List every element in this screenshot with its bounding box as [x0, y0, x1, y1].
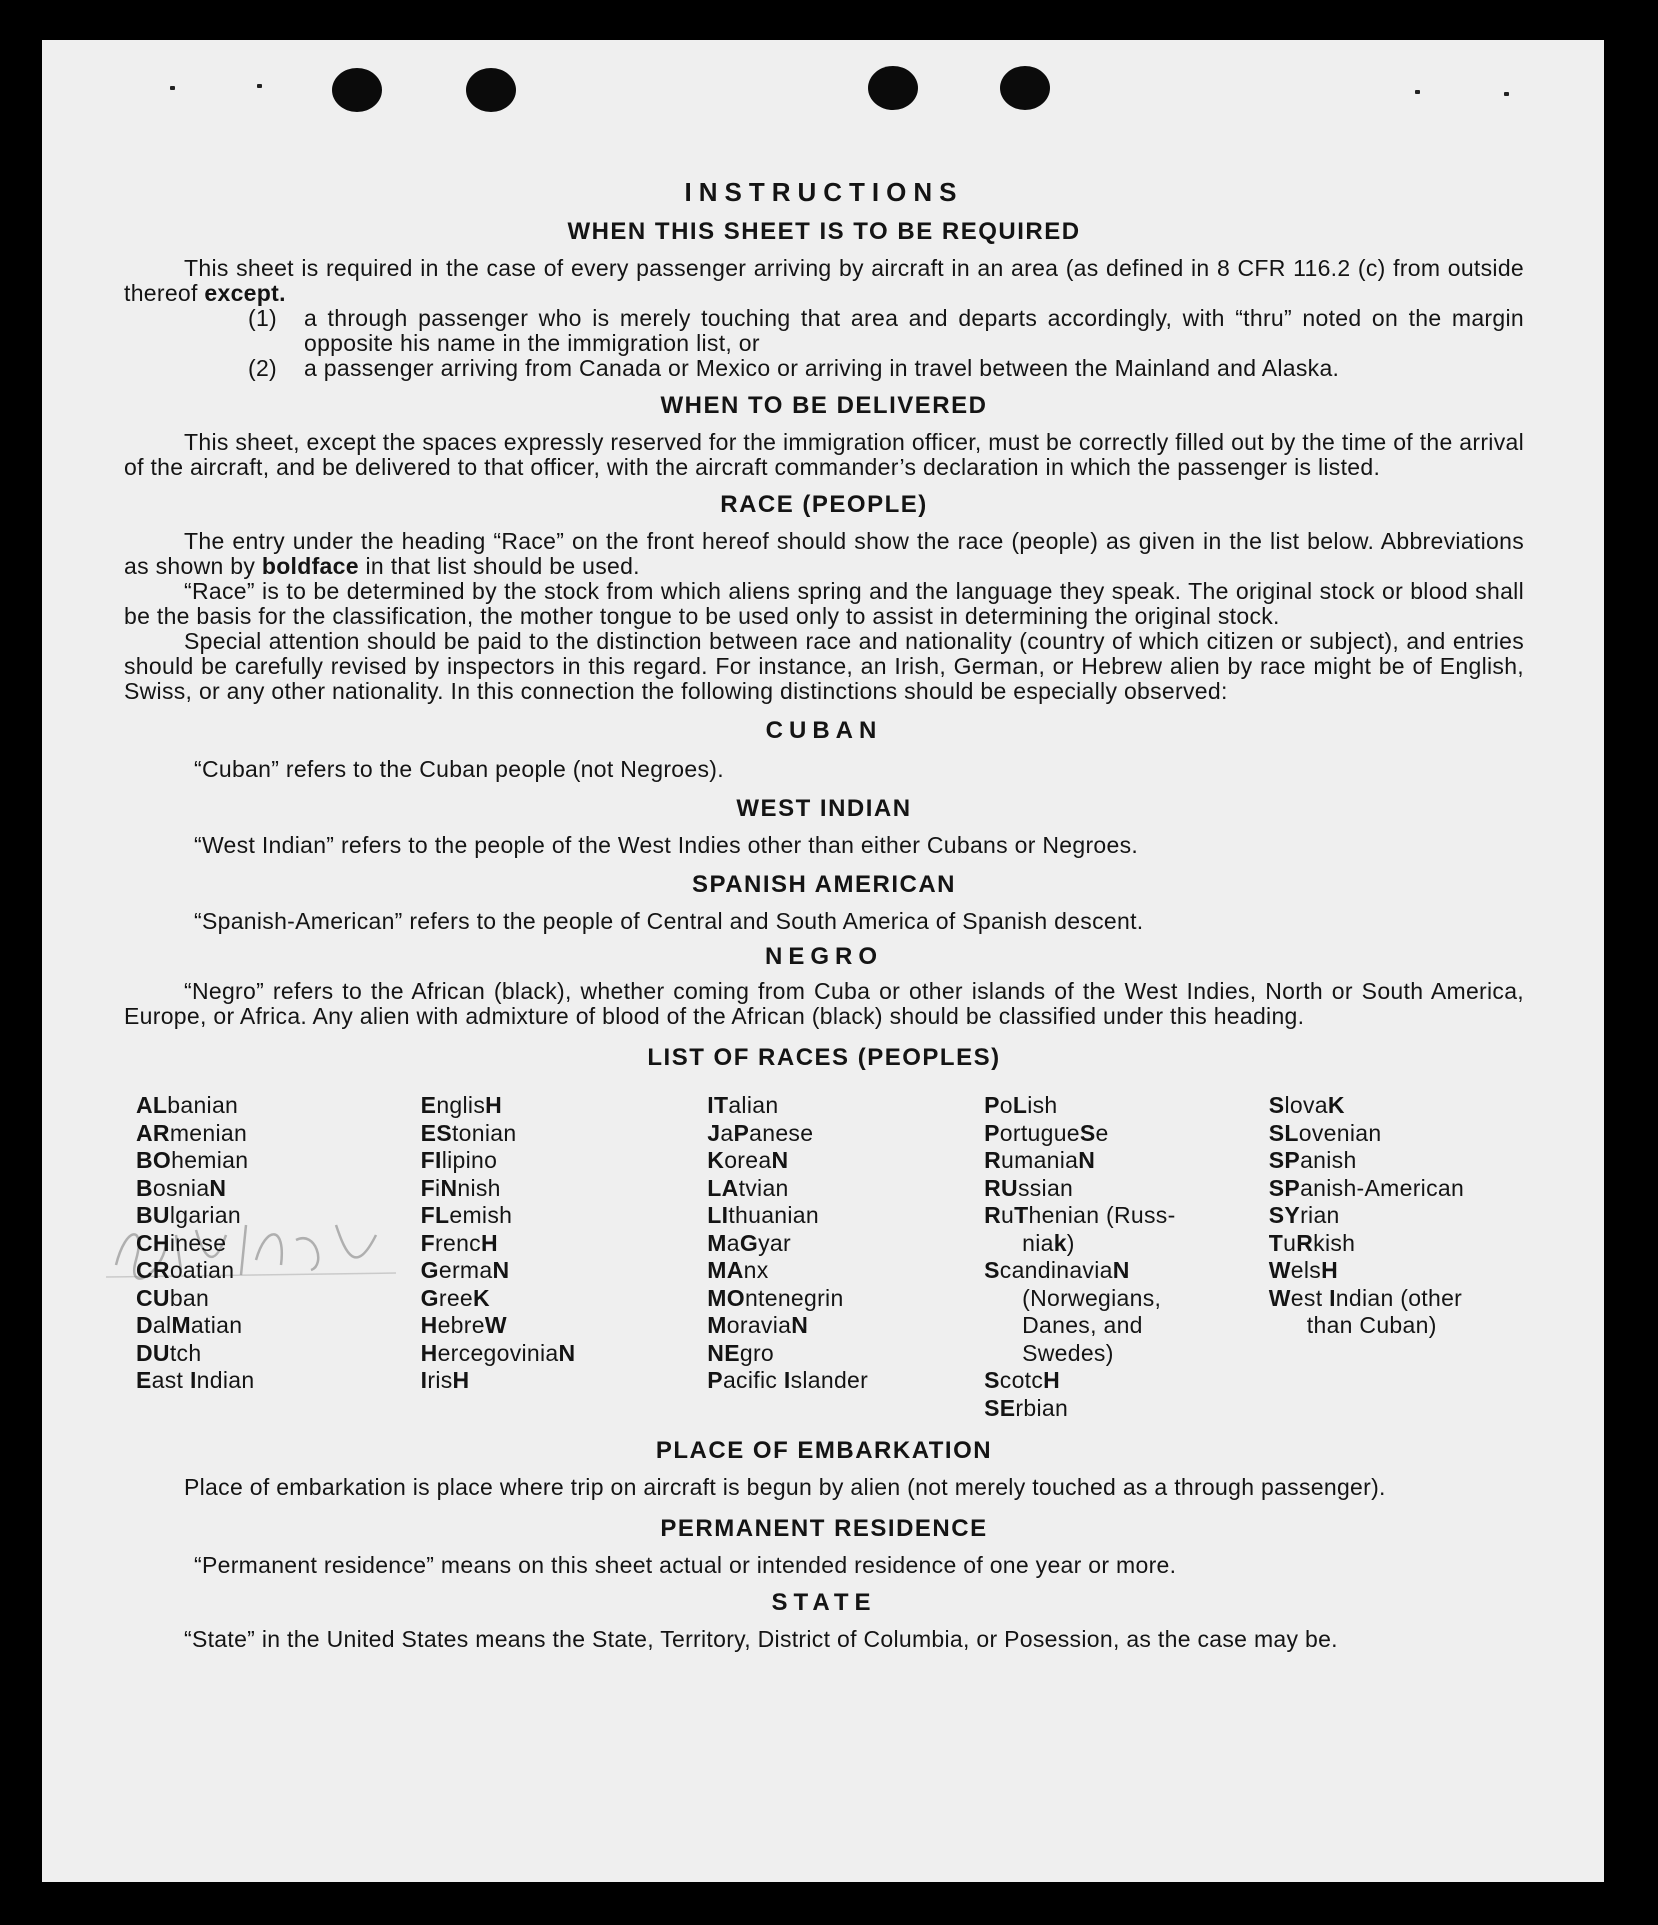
- race-text: kish: [1313, 1229, 1356, 1256]
- race-text: tch: [169, 1339, 202, 1366]
- cuban-paragraph: “Cuban” refers to the Cuban people (not Negroes).: [194, 756, 724, 782]
- delivered-paragraph: This sheet, except the spaces expressly reserved for the immigration officer, must be correctly filled out by the time of the arrival of the aircraft, and be delivered to that officer, with the aircraft commander’s declaration in which the passenger is listed.: [124, 429, 1524, 480]
- race-text: i: [435, 1174, 441, 1201]
- race-text: al: [152, 1312, 172, 1338]
- race-abbrev: I: [420, 1367, 428, 1393]
- race-entry: [136, 1257, 421, 1285]
- race-entry: [984, 1120, 1269, 1148]
- race-abbrev: LA: [707, 1174, 739, 1201]
- punch-hole: [1000, 66, 1050, 110]
- race-abbrev: LI: [707, 1202, 729, 1228]
- race-text: a: [720, 1119, 734, 1146]
- race-entry: [984, 1147, 1269, 1175]
- race-abbrev: S: [1268, 1092, 1285, 1118]
- race-abbrev: S: [1079, 1119, 1096, 1146]
- races-column-5: [1269, 1092, 1524, 1422]
- spanish-american-paragraph: “Spanish-American” refers to the people of Central and South America of Spanish descent.: [194, 908, 1144, 934]
- race-entry: [421, 1202, 708, 1230]
- race-text: slander: [790, 1367, 869, 1393]
- race-abbrev: D: [136, 1312, 153, 1338]
- race-abbrev: NE: [707, 1339, 740, 1366]
- race-abbrev: P: [733, 1119, 750, 1146]
- race-text: ebre: [437, 1312, 485, 1338]
- race-text: ree: [438, 1284, 474, 1311]
- race-abbrev: ES: [420, 1119, 452, 1146]
- speck: [1504, 92, 1509, 96]
- race-entry: [136, 1230, 421, 1258]
- race-entry: [421, 1147, 708, 1175]
- section-title-cuban: CUBAN: [765, 717, 883, 744]
- race-abbrev: W: [1268, 1284, 1291, 1311]
- race-text: a: [726, 1229, 740, 1256]
- race-abbrev: SY: [1268, 1202, 1301, 1228]
- races-column-3: [707, 1092, 984, 1422]
- race-text: emish: [449, 1202, 513, 1228]
- race-entry: [421, 1120, 708, 1148]
- race-text: u: [1001, 1202, 1015, 1228]
- race-entry: [1269, 1092, 1524, 1120]
- race-text: atian: [190, 1312, 243, 1338]
- race-text: Danes, and: [1022, 1312, 1143, 1338]
- race-entry: [421, 1175, 708, 1203]
- race-text: oatian: [169, 1257, 235, 1283]
- west-indian-paragraph: “West Indian” refers to the people of the West Indies other than either Cubans or Negroes.: [194, 832, 1139, 858]
- race-abbrev: K: [473, 1284, 490, 1311]
- race-abbrev: H: [480, 1229, 498, 1256]
- page-title: INSTRUCTIONS: [684, 177, 964, 207]
- race-text: ovenian: [1298, 1119, 1382, 1146]
- punch-hole: [332, 68, 382, 112]
- race-text: The entry under the heading “Race” on the front hereof should show the race (people) as given in the list below. Abbreviations as shown by: [124, 528, 1524, 579]
- race-text: lipino: [441, 1147, 498, 1173]
- race-text: ris: [427, 1367, 453, 1393]
- race-entry: [707, 1092, 984, 1120]
- race-text: hemian: [171, 1147, 249, 1173]
- race-abbrev: K: [1327, 1092, 1345, 1118]
- race-entry: [984, 1395, 1269, 1423]
- race-abbrev: RU: [984, 1174, 1018, 1201]
- race-abbrev: H: [452, 1367, 470, 1393]
- race-abbrev: G: [420, 1257, 439, 1283]
- race-abbrev: N: [771, 1147, 789, 1173]
- required-except: except.: [204, 280, 286, 306]
- race-abbrev: J: [707, 1119, 721, 1146]
- races-column-1: [136, 1092, 421, 1422]
- race-entry: [984, 1092, 1269, 1120]
- race-text: ndian (other: [1335, 1284, 1463, 1311]
- race-abbrev: H: [485, 1092, 503, 1118]
- race-abbrev: CU: [136, 1284, 170, 1311]
- section-title-required: WHEN THIS SHEET IS TO BE REQUIRED: [567, 218, 1081, 245]
- race-paragraph-3: Special attention should be paid to the distinction between race and nationality (country of which citizen or subject), and entries should be carefully revised by inspectors in this regard. For instance, an Irish, German, or Hebrew alien by race might be of English, Swiss, or any other nationality. In this connection the following distinctions should be especially observed:: [124, 628, 1524, 704]
- race-entry: [136, 1147, 421, 1175]
- race-text: osnia: [152, 1174, 210, 1201]
- speck: [257, 84, 262, 88]
- races-list: [124, 1092, 1524, 1422]
- race-text: nish: [457, 1174, 501, 1201]
- race-abbrev: SE: [984, 1394, 1016, 1421]
- race-text: ): [1066, 1229, 1075, 1256]
- race-entry: [984, 1340, 1269, 1368]
- section-title-west-indian: WEST INDIAN: [736, 795, 912, 822]
- race-text: est: [1290, 1284, 1330, 1311]
- race-text: tvian: [738, 1174, 789, 1201]
- race-text: ortugue: [999, 1119, 1080, 1146]
- race-text: o: [999, 1092, 1013, 1118]
- race-abbrev: F: [420, 1229, 436, 1256]
- race-abbrev: BU: [136, 1202, 170, 1228]
- race-abbrev: T: [1014, 1202, 1029, 1228]
- race-text: (Norwegians,: [1022, 1284, 1162, 1311]
- race-text: rian: [1300, 1202, 1340, 1228]
- race-text: menian: [169, 1119, 248, 1146]
- race-abbrev: FI: [420, 1147, 442, 1173]
- race-text: nglis: [436, 1092, 486, 1118]
- negro-paragraph: “Negro” refers to the African (black), whether coming from Cuba or other islands of the West Indies, North or South America, Europe, or Africa. Any alien with admixture of blood of the African (black) should be classified under this heading.: [124, 978, 1524, 1029]
- race-abbrev: F: [420, 1174, 436, 1201]
- race-entry: [984, 1312, 1269, 1340]
- race-text: u: [1283, 1229, 1297, 1256]
- section-title-race: RACE (PEOPLE): [720, 491, 928, 518]
- race-entry: [136, 1312, 421, 1340]
- race-text: ndian: [196, 1367, 255, 1393]
- race-abbrev: G: [739, 1229, 759, 1256]
- race-text: e: [1095, 1119, 1109, 1146]
- state-paragraph: “State” in the United States means the State, Territory, District of Columbia, or Posession, as the case may be.: [184, 1626, 1338, 1652]
- race-abbrev: SP: [1268, 1174, 1301, 1201]
- race-entry: [707, 1230, 984, 1258]
- instruction-sheet: [42, 40, 1604, 1882]
- race-entry: [136, 1202, 421, 1230]
- race-abbrev: H: [1321, 1257, 1339, 1283]
- race-abbrev: R: [1296, 1229, 1314, 1256]
- race-text: tonian: [451, 1119, 517, 1146]
- race-entry: [421, 1340, 708, 1368]
- race-abbrev: AL: [136, 1092, 168, 1118]
- required-item-1: [124, 306, 1524, 356]
- speck: [170, 86, 175, 90]
- race-text: nia: [1022, 1229, 1054, 1256]
- race-abbrev: IT: [707, 1092, 729, 1118]
- race-abbrev: DU: [136, 1339, 170, 1366]
- race-abbrev: M: [171, 1312, 191, 1338]
- race-text: orea: [724, 1147, 772, 1173]
- races-column-2: [421, 1092, 708, 1422]
- race-abbrev: N: [440, 1174, 458, 1201]
- race-entry: [984, 1285, 1269, 1313]
- race-entry: [1269, 1257, 1524, 1285]
- race-abbrev: N: [492, 1257, 510, 1283]
- section-title-list-of-races: LIST OF RACES (PEOPLES): [647, 1044, 1001, 1071]
- race-abbrev: CH: [136, 1229, 170, 1256]
- race-abbrev: S: [984, 1367, 1000, 1393]
- race-abbrev: I: [1329, 1284, 1336, 1311]
- race-entry: [421, 1230, 708, 1258]
- required-item-2: [124, 356, 1524, 381]
- race-abbrev: W: [484, 1312, 507, 1338]
- race-text: acific: [722, 1367, 784, 1393]
- race-abbrev: R: [984, 1147, 1002, 1173]
- race-entry: [1269, 1120, 1524, 1148]
- race-text: thuanian: [728, 1202, 819, 1228]
- race-abbrev: M: [707, 1312, 727, 1338]
- race-text: ish: [1027, 1092, 1058, 1118]
- race-abbrev: SL: [1268, 1119, 1299, 1146]
- race-text: in that list should be used.: [358, 553, 640, 579]
- race-text: renc: [435, 1229, 481, 1256]
- race-text: gro: [739, 1339, 775, 1366]
- section-title-state: STATE: [771, 1589, 877, 1616]
- race-entry: [1269, 1202, 1524, 1230]
- race-entry: [707, 1312, 984, 1340]
- race-text: oravia: [726, 1312, 792, 1338]
- speck: [1415, 90, 1420, 94]
- race-abbrev: P: [707, 1367, 723, 1393]
- race-entry: [1269, 1175, 1524, 1203]
- race-abbrev: H: [420, 1312, 438, 1338]
- race-text: banian: [167, 1092, 239, 1118]
- race-abbrev: CR: [136, 1257, 170, 1283]
- race-text: lova: [1284, 1092, 1328, 1118]
- race-text: rbian: [1015, 1394, 1069, 1421]
- race-entry: [136, 1175, 421, 1203]
- race-abbrev: T: [1268, 1229, 1284, 1256]
- race-abbrev: H: [420, 1339, 438, 1366]
- race-entry: [707, 1202, 984, 1230]
- race-entry: [136, 1120, 421, 1148]
- section-title-embarkation: PLACE OF EMBARKATION: [655, 1437, 993, 1464]
- race-abbrev: E: [136, 1367, 152, 1393]
- race-entry: [707, 1147, 984, 1175]
- race-abbrev: FL: [420, 1202, 450, 1228]
- item-number: (1): [248, 305, 278, 331]
- race-text: Swedes): [1022, 1339, 1114, 1366]
- race-entry: [421, 1367, 708, 1395]
- race-paragraph-2: “Race” is to be determined by the stock from which aliens spring and the language they speak. The original stock or blood shall be the basis for the classification, the mother tongue to be used only to assist in determining the original stock.: [124, 578, 1524, 629]
- punch-hole: [868, 66, 918, 110]
- race-text: ntenegrin: [744, 1284, 844, 1311]
- race-entry: [707, 1257, 984, 1285]
- race-abbrev: L: [1012, 1092, 1028, 1118]
- race-text: ban: [169, 1284, 210, 1311]
- race-abbrev: N: [1112, 1257, 1130, 1283]
- race-text: candinavia: [999, 1257, 1113, 1283]
- race-abbrev: H: [1043, 1367, 1061, 1393]
- race-entry: [984, 1257, 1269, 1285]
- race-boldface: boldface: [261, 553, 359, 579]
- embarkation-paragraph: Place of embarkation is place where trip on aircraft is begun by alien (not merely touched as a through passenger).: [184, 1474, 1386, 1500]
- race-entry: [136, 1367, 421, 1395]
- race-abbrev: N: [791, 1312, 809, 1338]
- race-entry: [984, 1175, 1269, 1203]
- race-abbrev: I: [783, 1367, 791, 1393]
- race-abbrev: MO: [707, 1284, 745, 1311]
- race-paragraph-1: [124, 529, 1524, 579]
- race-abbrev: K: [707, 1147, 725, 1173]
- race-abbrev: M: [707, 1229, 727, 1256]
- race-text: lgarian: [169, 1202, 241, 1228]
- race-abbrev: R: [984, 1202, 1002, 1228]
- race-text: els: [1290, 1257, 1322, 1283]
- race-text: umania: [1001, 1147, 1079, 1173]
- race-entry: [421, 1312, 708, 1340]
- race-entry: [707, 1120, 984, 1148]
- item-number: (2): [248, 355, 278, 381]
- punch-hole: [466, 68, 516, 112]
- race-text: ssian: [1017, 1174, 1074, 1201]
- race-abbrev: N: [209, 1174, 227, 1201]
- required-paragraph: [124, 256, 1524, 306]
- race-text: anese: [749, 1119, 814, 1146]
- races-column-4: [984, 1092, 1269, 1422]
- race-abbrev: B: [136, 1174, 153, 1201]
- race-entry: [1269, 1147, 1524, 1175]
- race-entry: [984, 1202, 1269, 1230]
- race-entry: [136, 1285, 421, 1313]
- item-text: a through passenger who is merely touching that area and departs accordingly, with “thru” noted on the margin opposite his name in the immigration list, or: [304, 305, 1524, 356]
- race-entry: [984, 1230, 1269, 1258]
- race-abbrev: E: [420, 1092, 437, 1118]
- race-entry: [421, 1257, 708, 1285]
- race-text: erma: [438, 1257, 493, 1283]
- race-entry: [707, 1340, 984, 1368]
- race-text: ast: [151, 1367, 190, 1393]
- race-abbrev: k: [1053, 1229, 1067, 1256]
- race-abbrev: N: [558, 1339, 576, 1366]
- race-abbrev: P: [984, 1119, 1000, 1146]
- residence-paragraph: “Permanent residence” means on this sheet actual or intended residence of one year or more.: [194, 1552, 1177, 1578]
- race-entry: [136, 1092, 421, 1120]
- race-entry: [1269, 1285, 1524, 1313]
- race-abbrev: P: [984, 1092, 1000, 1118]
- race-abbrev: AR: [136, 1119, 170, 1146]
- race-abbrev: BO: [136, 1147, 172, 1173]
- race-abbrev: G: [420, 1284, 439, 1311]
- race-text: cotc: [999, 1367, 1044, 1393]
- race-entry: [421, 1092, 708, 1120]
- section-title-delivered: WHEN TO BE DELIVERED: [660, 392, 988, 419]
- race-abbrev: S: [984, 1257, 1000, 1283]
- race-text: inese: [169, 1229, 227, 1256]
- race-entry: [421, 1285, 708, 1313]
- item-text: a passenger arriving from Canada or Mexico or arriving in travel between the Mainland and Alaska.: [304, 355, 1340, 381]
- race-abbrev: SP: [1268, 1147, 1301, 1173]
- race-text: nx: [743, 1257, 769, 1283]
- race-text: henian (Russ-: [1028, 1202, 1176, 1228]
- race-text: anish-American: [1300, 1174, 1465, 1201]
- race-entry: [707, 1175, 984, 1203]
- race-abbrev: I: [189, 1367, 197, 1393]
- race-text: alian: [728, 1092, 779, 1118]
- race-entry: [136, 1340, 421, 1368]
- race-entry: [707, 1367, 984, 1395]
- race-text: anish: [1300, 1147, 1357, 1173]
- race-text: ercegovinia: [437, 1339, 559, 1366]
- race-abbrev: W: [1268, 1257, 1291, 1283]
- section-title-spanish-american: SPANISH AMERICAN: [691, 871, 956, 898]
- section-title-residence: PERMANENT RESIDENCE: [660, 1515, 988, 1542]
- document-body: [124, 178, 1524, 1652]
- race-text: than Cuban): [1306, 1312, 1437, 1338]
- race-entry: [984, 1367, 1269, 1395]
- race-text: yar: [758, 1229, 791, 1256]
- race-abbrev: N: [1078, 1147, 1096, 1173]
- race-entry: [1269, 1230, 1524, 1258]
- section-title-negro: NEGRO: [764, 943, 883, 970]
- required-text: This sheet is required in the case of every passenger arriving by aircraft in an area (as defined in 8 CFR 116.2 (c) from outside thereof: [124, 255, 1524, 306]
- race-entry: [707, 1285, 984, 1313]
- race-abbrev: MA: [707, 1257, 744, 1283]
- race-entry: [1269, 1312, 1524, 1340]
